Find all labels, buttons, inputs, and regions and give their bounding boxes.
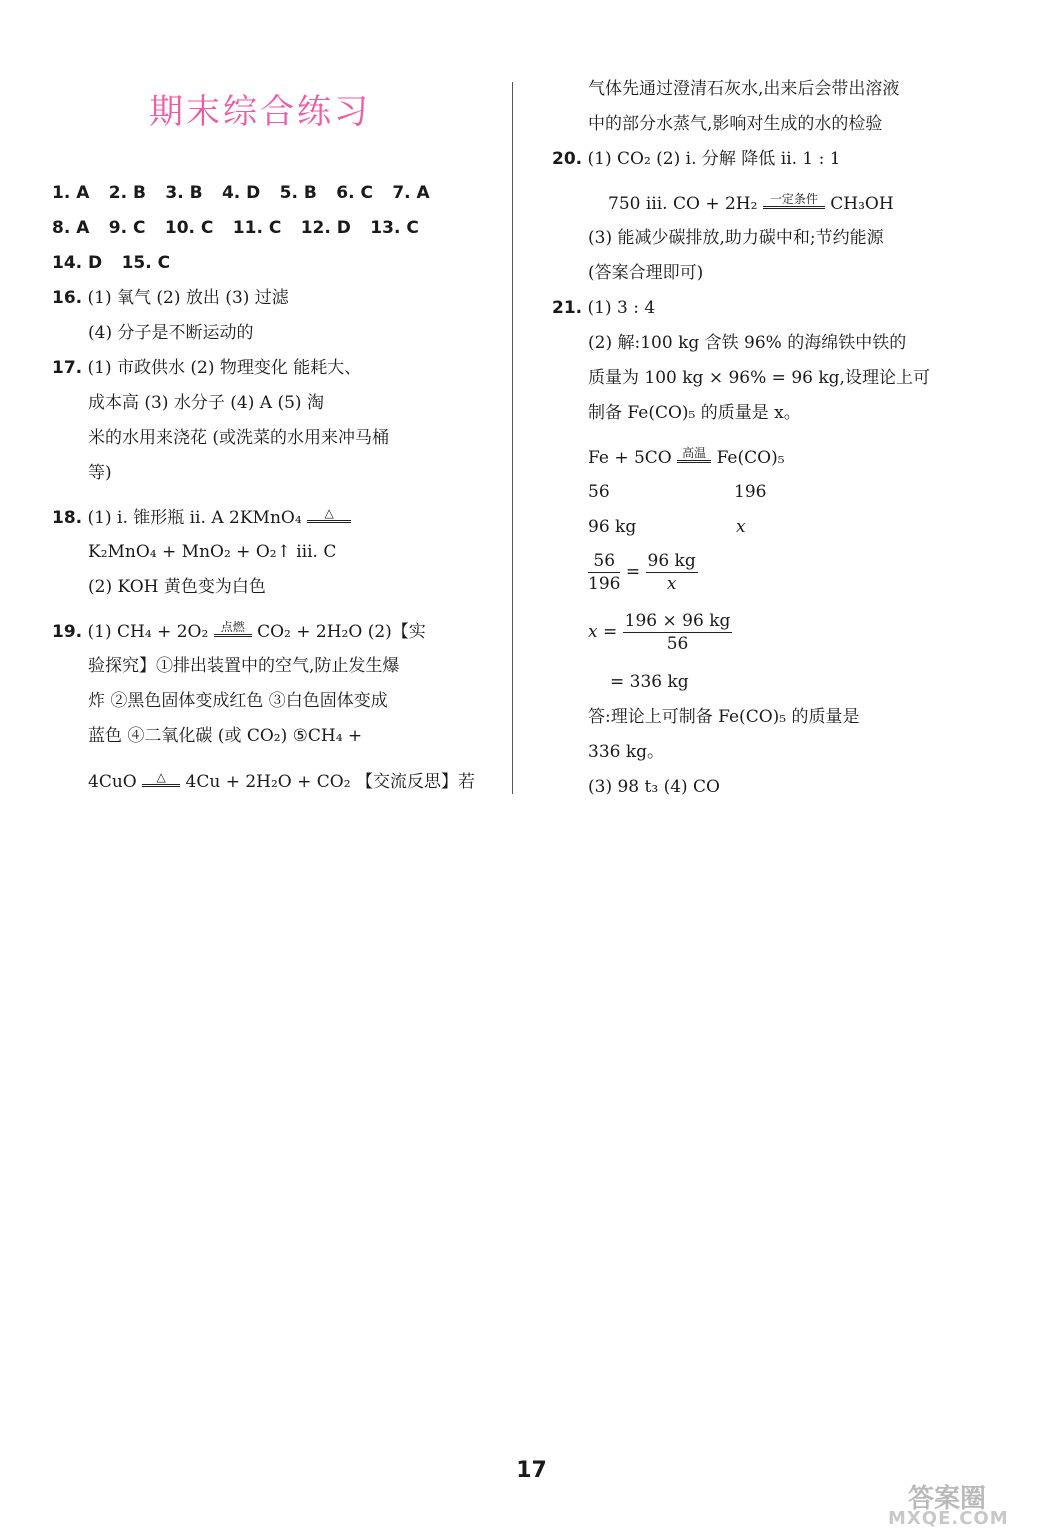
result-value: = 336 kg bbox=[610, 672, 689, 692]
q21-line-4: 制备 Fe(CO)₅ 的质量是 x。 bbox=[588, 403, 801, 423]
mc-answer: 11. C bbox=[232, 218, 282, 238]
reaction-condition: 高温 bbox=[677, 446, 711, 463]
watermark-logo: 答案圈 MXQE.COM bbox=[888, 1484, 1009, 1529]
equation-products: Fe(CO)₅ bbox=[716, 448, 785, 468]
reaction-condition: 点燃 bbox=[214, 620, 252, 637]
question-number: 16. bbox=[52, 288, 83, 308]
question-number: 17. bbox=[52, 358, 83, 378]
question-number: 19. bbox=[52, 622, 83, 642]
question-number: 20. bbox=[552, 149, 583, 169]
answer-text: 750 ⅲ. CO + 2H₂ bbox=[608, 194, 758, 214]
q17-line-4: 等) bbox=[88, 463, 112, 483]
q19-line-5 bbox=[88, 770, 475, 793]
mc-answer: 10. C bbox=[164, 218, 214, 238]
q17-line-3: 米的水用来浇花 (或洗菜的水用来冲马桶 bbox=[88, 428, 390, 448]
equals-sign: = bbox=[625, 562, 641, 582]
page-number: 17 bbox=[516, 1458, 547, 1483]
mc-answer: 13. C bbox=[370, 218, 419, 238]
reaction-condition: △ bbox=[142, 770, 180, 787]
equation-reactants: Fe + 5CO bbox=[588, 448, 672, 468]
q18-line-1 bbox=[52, 506, 351, 529]
solve-equation bbox=[588, 610, 732, 655]
answer-text: 4CuO bbox=[88, 772, 137, 792]
reaction-condition: △ bbox=[307, 506, 351, 523]
q19-line-2: 验探究】①排出装置中的空气,防止发生爆 bbox=[88, 656, 400, 676]
page-title: 期末综合练习 bbox=[149, 92, 371, 132]
q21-line-1 bbox=[552, 297, 655, 319]
answer-text: 4Cu + 2H₂O + CO₂ 【交流反思】若 bbox=[185, 772, 475, 792]
mc-answer: 15. C bbox=[121, 253, 171, 273]
q16-line-1 bbox=[52, 287, 289, 309]
q20-line-3: (3) 能减少碳排放,助力碳中和;节约能源 bbox=[588, 228, 884, 248]
q21-line-2: (2) 解:100 kg 含铁 96% 的海绵铁中铁的 bbox=[588, 333, 907, 353]
mc-answer: 12. D bbox=[300, 218, 351, 238]
mc-answer: 6. C bbox=[336, 183, 373, 203]
answer-line-2: 336 kg。 bbox=[588, 742, 665, 762]
q18-line-2: K₂MnO₄ + MnO₂ + O₂↑ ⅲ. C bbox=[88, 542, 337, 562]
mc-answer: 4. D bbox=[221, 183, 261, 203]
question-number: 18. bbox=[52, 508, 83, 528]
answer-text: (1) 3 : 4 bbox=[587, 298, 656, 318]
reaction-condition: 一定条件 bbox=[763, 192, 825, 209]
answer-text: (1) 市政供水 (2) 物理变化 能耗大、 bbox=[87, 358, 362, 378]
q19-line-4: 蓝色 ④二氧化碳 (或 CO₂) ⑤CH₄ + bbox=[88, 726, 363, 746]
answer-text: CH₃OH bbox=[830, 194, 894, 214]
answer-text: (1) ⅰ. 锥形瓶 ⅱ. A 2KMnO₄ bbox=[87, 508, 302, 528]
mc-answer: 1. A bbox=[52, 183, 90, 203]
q20-line-2 bbox=[608, 192, 894, 215]
mc-answer: 7. A bbox=[392, 183, 430, 203]
column-divider bbox=[512, 82, 513, 794]
given-mass-left: 96 kg bbox=[588, 517, 637, 537]
answer-text: (1) CH₄ + 2O₂ bbox=[87, 622, 209, 642]
variable-label: x = bbox=[588, 622, 618, 642]
answer-text: CO₂ + 2H₂O (2)【实 bbox=[257, 622, 426, 642]
molar-mass-left: 56 bbox=[588, 482, 610, 502]
q20-line-4: (答案合理即可) bbox=[588, 263, 704, 283]
q21-line-last: (3) 98 t₃ (4) CO bbox=[588, 777, 720, 797]
question-number: 21. bbox=[552, 298, 583, 318]
q19-line-1 bbox=[52, 620, 426, 643]
reaction-equation bbox=[588, 446, 785, 469]
q19-continued-line-1: 气体先通过澄清石灰水,出来后会带出溶液 bbox=[588, 79, 900, 99]
mc-answer: 14. D bbox=[52, 253, 103, 273]
mc-answer: 2. B bbox=[108, 183, 146, 203]
molar-mass-right: 196 bbox=[734, 482, 767, 502]
q17-line-1 bbox=[52, 357, 361, 379]
answer-text: (1) 氧气 (2) 放出 (3) 过滤 bbox=[87, 288, 289, 308]
fraction: $\frac{56}{196}$ bbox=[588, 551, 621, 594]
mc-answer: 3. B bbox=[165, 183, 203, 203]
mc-answers-row-1 bbox=[52, 182, 444, 204]
q17-line-2: 成本高 (3) 水分子 (4) A (5) 淘 bbox=[88, 393, 324, 413]
fraction: $\frac{196 \times 96 kg}{56}$ bbox=[624, 611, 731, 654]
mc-answer: 9. C bbox=[108, 218, 146, 238]
fraction: $\frac{96 kg}{x}$ bbox=[647, 551, 696, 594]
q19-line-3: 炸 ②黑色固体变成红色 ③白色固体变成 bbox=[88, 691, 388, 711]
mc-answers-row-2 bbox=[52, 217, 433, 239]
answer-text: (1) CO₂ (2) ⅰ. 分解 降低 ⅱ. 1 : 1 bbox=[587, 149, 841, 169]
proportion-equation bbox=[588, 550, 698, 595]
q18-line-3: (2) KOH 黄色变为白色 bbox=[88, 577, 266, 597]
q21-line-3: 质量为 100 kg × 96% = 96 kg,设理论上可 bbox=[588, 368, 930, 388]
q20-line-1 bbox=[552, 148, 841, 170]
mc-answer: 8. A bbox=[52, 218, 90, 238]
answer-line-1: 答:理论上可制备 Fe(CO)₅ 的质量是 bbox=[588, 707, 860, 727]
q16-line-2: (4) 分子是不断运动的 bbox=[88, 323, 254, 343]
q19-continued-line-2: 中的部分水蒸气,影响对生成的水的检验 bbox=[588, 114, 883, 134]
given-mass-right: x bbox=[736, 517, 746, 537]
mc-answer: 5. B bbox=[279, 183, 317, 203]
mc-answers-row-3 bbox=[52, 252, 184, 274]
